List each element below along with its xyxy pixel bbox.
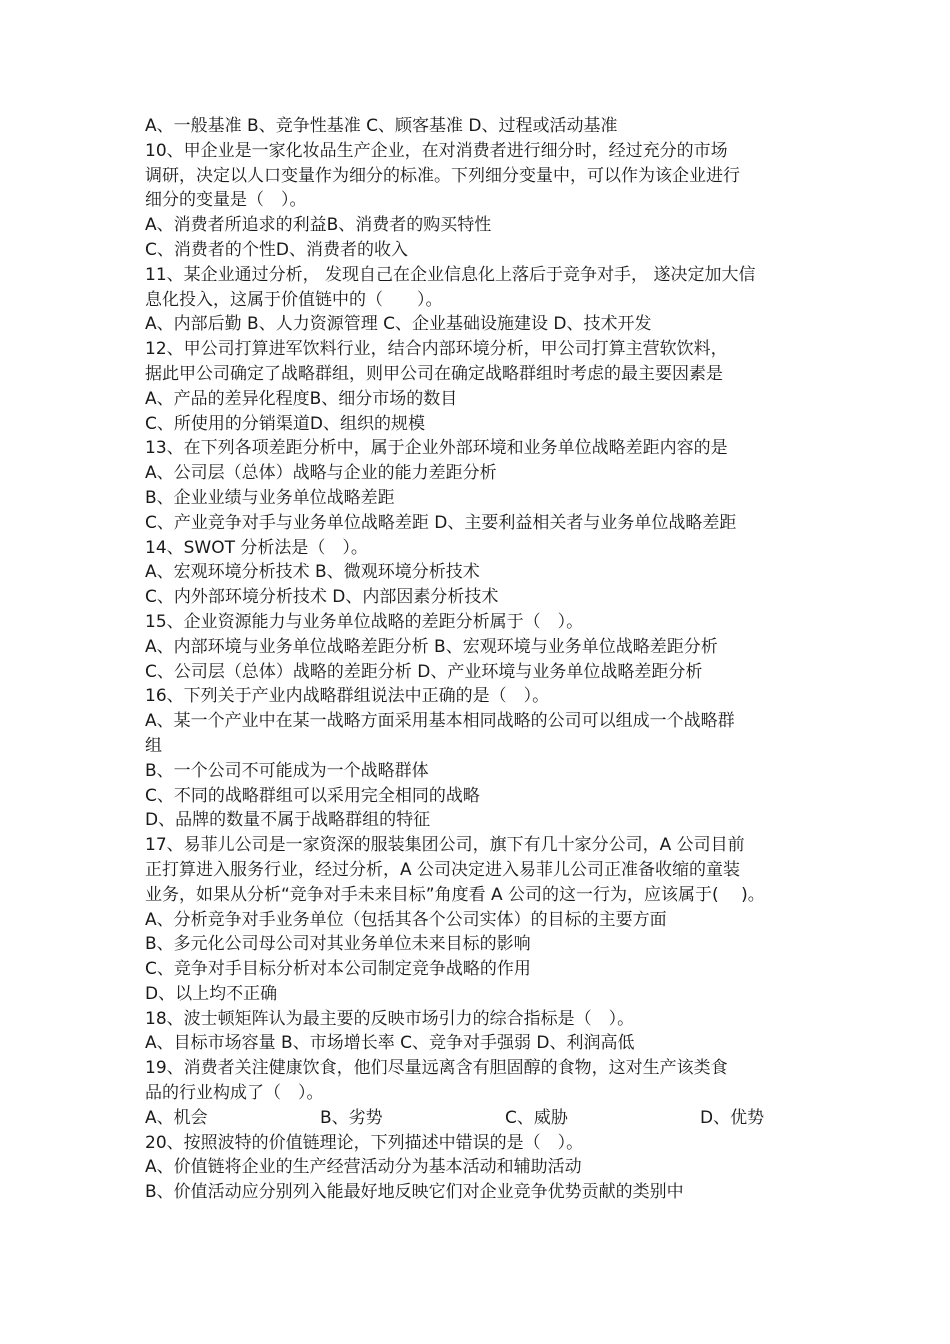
text-line: B、一个公司不可能成为一个战略群体 (145, 760, 429, 781)
text-line: C、消费者的个性D、消费者的收入 (145, 239, 408, 260)
q19-option-d: D、优势 (700, 1107, 765, 1128)
text-line: C、竞争对手目标分析对本公司制定竞争战略的作用 (145, 959, 531, 980)
text-line: 10、甲企业是一家化妆品生产企业，在对消费者进行细分时，经过充分的市场 (145, 140, 728, 161)
text-line: 11、某企业通过分析， 发现自己在企业信息化上落后于竞争对手， 遂决定加大信 (145, 264, 756, 285)
text-line: A、宏观环境分析技术 B、微观环境分析技术 (145, 562, 480, 583)
text-line: A、一般基准 B、竞争性基准 C、顾客基准 D、过程或活动基准 (145, 116, 618, 136)
q19-option-b: B、劣势 (320, 1107, 383, 1128)
q19-option-c: C、威胁 (505, 1107, 568, 1128)
document-body (145, 114, 810, 1205)
text-line: 12、甲公司打算进军饮料行业，结合内部环境分析，甲公司打算主营软饮料， (145, 339, 728, 360)
text-line: 18、波士顿矩阵认为最主要的反映市场引力的综合指标是（ ）。 (145, 1008, 635, 1029)
text-line: B、企业业绩与业务单位战略差距 (145, 487, 395, 508)
text-line: A、目标市场容量 B、市场增长率 C、竞争对手强弱 D、利润高低 (145, 1033, 635, 1054)
text-line: 据此甲公司确定了战略群组，则甲公司在确定战略群组时考虑的最主要因素是 (145, 363, 723, 384)
text-line: D、品牌的数量不属于战略群组的特征 (145, 810, 431, 831)
text-line: 组 (145, 735, 162, 756)
text-line: C、所使用的分销渠道D、组织的规模 (145, 413, 425, 434)
text-line: 14、SWOT 分析法是（ ）。 (145, 537, 368, 558)
text-line: 调研，决定以人口变量作为细分的标准。下列细分变量中，可以作为该企业进行 (145, 165, 740, 186)
text-line: 正打算进入服务行业，经过分析，A 公司决定进入易菲儿公司正准备收缩的童装 (145, 859, 741, 880)
text-line: A、分析竞争对手业务单位（包括其各个公司实体）的目标的主要方面 (145, 909, 667, 930)
text-line: B、价值活动应分别列入能最好地反映它们对企业竞争优势贡献的类别中 (145, 1182, 684, 1203)
text-line: A、价值链将企业的生产经营活动分为基本活动和辅助活动 (145, 1157, 582, 1178)
text-line: C、产业竞争对手与业务单位战略差距 D、主要利益相关者与业务单位战略差距 (145, 512, 737, 533)
text-line: A、某一个产业中在某一战略方面采用基本相同战略的公司可以组成一个战略群 (145, 711, 735, 732)
text-line: 19、消费者关注健康饮食，他们尽量远离含有胆固醇的食物，这对生产该类食 (145, 1058, 728, 1079)
text-line: A、消费者所追求的利益B、消费者的购买特性 (145, 215, 492, 236)
q19-option-a: A、机会 (145, 1107, 208, 1128)
q19-options-row (145, 1106, 810, 1131)
text-line: 17、易菲儿公司是一家资深的服装集团公司，旗下有几十家分公司，A 公司目前 (145, 835, 745, 856)
text-line: C、内外部环境分析技术 D、内部因素分析技术 (145, 587, 499, 608)
text-line: 20、按照波特的价值链理论，下列描述中错误的是（ ）。 (145, 1132, 584, 1153)
text-line: 息化投入，这属于价值链中的（ ）。 (145, 289, 443, 310)
text-line: A、产品的差异化程度B、细分市场的数目 (145, 388, 458, 409)
text-line: 业务，如果从分析“竞争对手未来目标”角度看 A 公司的这一行为，应该属于( )。 (145, 884, 765, 905)
text-line: 15、企业资源能力与业务单位战略的差距分析属于（ ）。 (145, 611, 584, 632)
text-line: A、公司层（总体）战略与企业的能力差距分析 (145, 463, 497, 484)
text-line: 品的行业构成了（ ）。 (145, 1083, 324, 1104)
text-line: C、不同的战略群组可以采用完全相同的战略 (145, 785, 480, 806)
text-line: A、内部后勤 B、人力资源管理 C、企业基础设施建设 D、技术开发 (145, 314, 652, 335)
text-line: 细分的变量是（ ）。 (145, 190, 307, 211)
text-line: 13、在下列各项差距分析中，属于企业外部环境和业务单位战略差距内容的是 (145, 438, 728, 459)
text-line: A、内部环境与业务单位战略差距分析 B、宏观环境与业务单位战略差距分析 (145, 636, 718, 657)
text-line: B、多元化公司母公司对其业务单位未来目标的影响 (145, 934, 531, 955)
text-line: C、公司层（总体）战略的差距分析 D、产业环境与业务单位战略差距分析 (145, 661, 703, 682)
text-line: 16、下列关于产业内战略群组说法中正确的是（ ）。 (145, 686, 550, 707)
text-line: D、以上均不正确 (145, 983, 278, 1004)
